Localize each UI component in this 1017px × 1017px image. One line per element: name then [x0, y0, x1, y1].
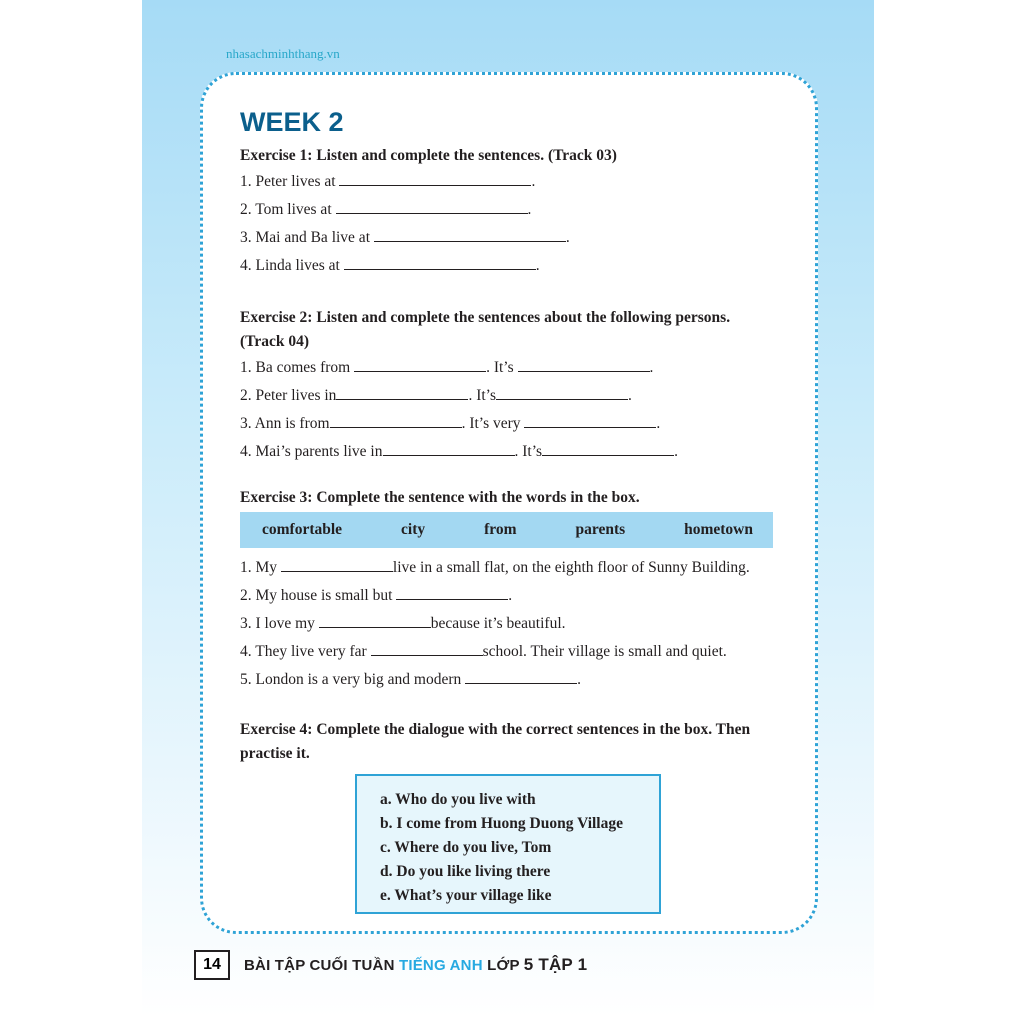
- exercise-1-list: [240, 168, 780, 280]
- sentence-option: b. I come from Huong Duong Village: [380, 815, 623, 832]
- exercise-1-item: [240, 168, 780, 196]
- word-box-item: comfortable: [262, 521, 343, 538]
- book-title: [244, 955, 587, 975]
- answer-blank[interactable]: [336, 198, 528, 214]
- word-box-item: from: [484, 521, 517, 538]
- exercise-4-title: [240, 718, 780, 766]
- answer-blank[interactable]: [344, 254, 536, 270]
- word-box-item: hometown: [684, 521, 753, 538]
- exercise-1-title: Exercise 1: Listen and complete the sentences. (Track 03): [240, 147, 617, 164]
- exercise-3-item: [240, 666, 780, 694]
- exercise-3-item: [240, 638, 780, 666]
- item-text: 4. Mai’s parents live in: [240, 443, 383, 460]
- exercise-3-item: [240, 582, 780, 610]
- exercise-3-item: [240, 610, 780, 638]
- book-title-highlight: TIẾNG ANH: [399, 957, 483, 974]
- exercise-2-item: [240, 354, 780, 382]
- item-text: .: [577, 671, 582, 688]
- item-text: because it’s beautiful.: [430, 615, 566, 632]
- answer-blank[interactable]: [383, 440, 515, 456]
- item-text: . It’s: [514, 443, 543, 460]
- answer-blank[interactable]: [465, 668, 577, 684]
- week-title: WEEK 2: [240, 107, 344, 137]
- item-text: .: [527, 201, 532, 218]
- item-text: live in a small flat, on the eighth floor of Sunny Building.: [392, 559, 750, 576]
- worksheet-content: [240, 106, 780, 766]
- item-text: 4. They live very far: [240, 643, 371, 660]
- item-text: .: [656, 415, 661, 432]
- page-number: 14: [194, 950, 230, 980]
- sentence-options-box: [355, 774, 661, 914]
- item-text: 2. Tom lives at: [240, 201, 336, 218]
- exercise-1-item: [240, 252, 780, 280]
- item-text: 2. Peter lives in: [240, 387, 337, 404]
- exercise-2-list: [240, 354, 780, 466]
- exercise-2-item: [240, 410, 780, 438]
- sentence-option: d. Do you like living there: [380, 863, 551, 880]
- answer-blank[interactable]: [339, 170, 531, 186]
- exercise-1-item: [240, 196, 780, 224]
- item-text: 1. My: [240, 559, 281, 576]
- exercise-3-title: Exercise 3: Complete the sentence with the words in the box.: [240, 489, 640, 506]
- item-text: . It’s: [486, 359, 518, 376]
- answer-blank[interactable]: [319, 612, 431, 628]
- answer-blank[interactable]: [336, 384, 468, 400]
- item-text: 3. I love my: [240, 615, 319, 632]
- item-text: .: [535, 257, 540, 274]
- answer-blank[interactable]: [542, 440, 674, 456]
- exercise-4-title-line: practise it.: [240, 745, 310, 762]
- exercise-2-title-line: Exercise 2: Listen and complete the sentences about the following persons.: [240, 309, 731, 326]
- spacer: [240, 466, 780, 486]
- book-title-part: 5 TẬP 1: [523, 955, 588, 974]
- sentence-option: a. Who do you live with: [380, 791, 536, 808]
- answer-blank[interactable]: [281, 556, 393, 572]
- answer-blank[interactable]: [496, 384, 628, 400]
- item-text: .: [628, 387, 632, 404]
- site-watermark: nhasachminhthang.vn: [226, 46, 340, 61]
- exercise-1-item: [240, 224, 780, 252]
- exercise-4-title-line: Exercise 4: Complete the dialogue with the correct sentences in the box. Then: [240, 721, 751, 738]
- item-text: school. Their village is small and quiet.: [482, 643, 727, 660]
- item-text: .: [508, 587, 513, 604]
- item-text: 5. London is a very big and modern: [240, 671, 466, 688]
- word-box-item: city: [401, 521, 426, 538]
- exercise-2-title: [240, 306, 780, 354]
- exercise-3-item: [240, 554, 780, 582]
- item-text: .: [531, 173, 536, 190]
- item-text: 4. Linda lives at: [240, 257, 344, 274]
- book-title-part: LỚP: [482, 957, 524, 974]
- item-text: .: [674, 443, 678, 460]
- word-box-item: parents: [575, 521, 626, 538]
- answer-blank[interactable]: [524, 412, 656, 428]
- page-footer: [194, 948, 587, 982]
- exercise-2-title-line: (Track 04): [240, 333, 310, 350]
- item-text: 1. Peter lives at: [240, 173, 340, 190]
- exercise-2-item: [240, 382, 780, 410]
- spacer: [240, 280, 780, 306]
- item-text: .: [565, 229, 570, 246]
- item-text: 1. Ba comes from: [240, 359, 355, 376]
- answer-blank[interactable]: [354, 356, 486, 372]
- spacer: [240, 694, 780, 718]
- item-text: .: [649, 359, 654, 376]
- sentence-option: c. Where do you live, Tom: [380, 839, 552, 856]
- item-text: . It’s: [468, 387, 496, 404]
- answer-blank[interactable]: [518, 356, 650, 372]
- item-text: 3. Mai and Ba live at: [240, 229, 374, 246]
- exercise-2-item: [240, 438, 780, 466]
- answer-blank[interactable]: [330, 412, 462, 428]
- item-text: 2. My house is small but: [240, 587, 397, 604]
- answer-blank[interactable]: [371, 640, 483, 656]
- answer-blank[interactable]: [374, 226, 566, 242]
- answer-blank[interactable]: [396, 584, 508, 600]
- sentence-option: e. What’s your village like: [380, 887, 552, 904]
- word-box: [240, 512, 773, 548]
- item-text: . It’s very: [461, 415, 525, 432]
- item-text: 3. Ann is from: [240, 415, 330, 432]
- exercise-3-list: [240, 554, 780, 694]
- book-title-part: BÀI TẬP CUỐI TUẦN: [244, 957, 399, 974]
